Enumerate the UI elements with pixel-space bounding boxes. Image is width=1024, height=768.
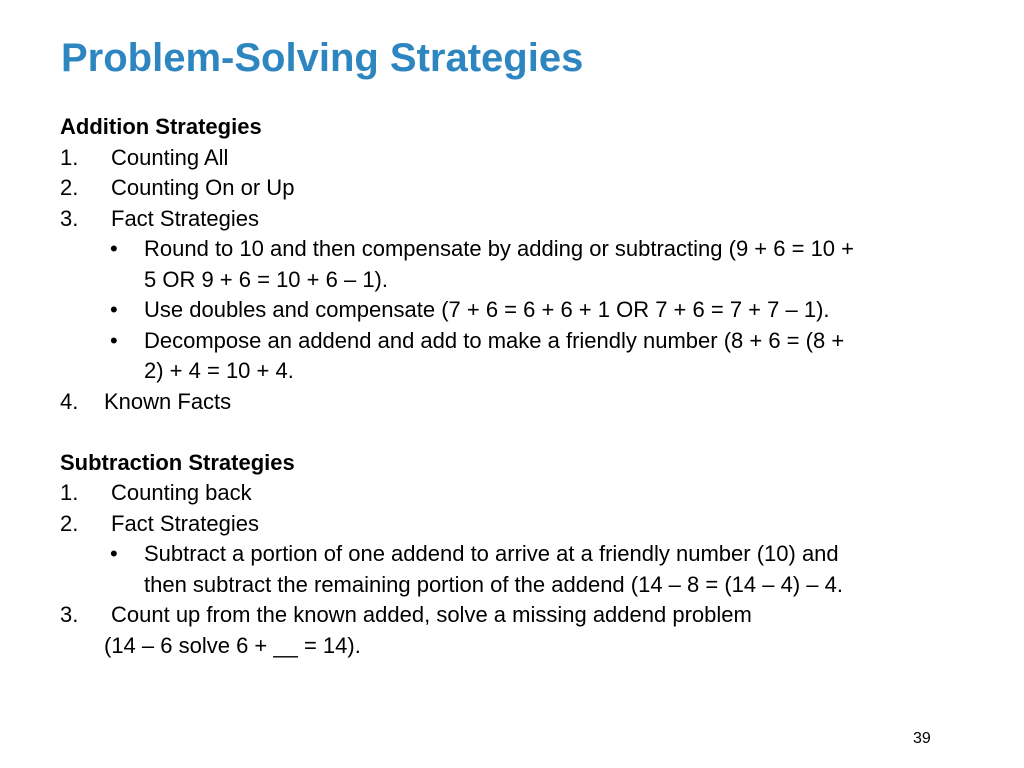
list-number: 2. xyxy=(60,175,79,200)
slide-title: Problem-Solving Strategies xyxy=(61,36,584,80)
list-item-text-continued: (14 – 6 solve 6 + __ = 14). xyxy=(104,632,361,658)
bullet-text: Subtract a portion of one addend to arrive at a friendly number (10) and xyxy=(144,541,839,566)
page-number: 39 xyxy=(913,730,931,747)
bullet-icon: • xyxy=(110,297,118,322)
bullet-text: Use doubles and compensate (7 + 6 = 6 + 6 + 1 OR 7 + 6 = 7 + 7 – 1). xyxy=(144,297,830,322)
list-item-text: Fact Strategies xyxy=(111,510,259,536)
subtraction-item-3-continued xyxy=(60,631,980,662)
list-item-text: Counting back xyxy=(111,480,252,505)
subtraction-bullet-1-continued xyxy=(60,570,980,601)
list-number: 3. xyxy=(60,602,79,627)
bullet-icon: • xyxy=(110,541,118,566)
subtraction-bullet-1 xyxy=(60,539,980,570)
bullet-icon: • xyxy=(110,236,118,261)
list-number: 2. xyxy=(60,510,79,536)
subtraction-item-1 xyxy=(60,478,980,509)
list-number: 1. xyxy=(60,144,79,170)
addition-item-4 xyxy=(60,387,980,418)
list-item-text: Count up from the known added, solve a missing addend problem xyxy=(111,602,752,627)
list-item-text: Counting All xyxy=(111,144,229,170)
bullet-text: Decompose an addend and add to make a friendly number (8 + 6 = (8 + xyxy=(144,327,845,353)
addition-item-1 xyxy=(60,143,980,174)
bullet-text-continued: 2) + 4 = 10 + 4. xyxy=(144,358,294,383)
subtraction-item-2 xyxy=(60,509,980,540)
list-number: 4. xyxy=(60,388,79,414)
addition-bullet-3-continued xyxy=(60,356,980,387)
slide-body xyxy=(60,112,980,661)
list-item-text: Known Facts xyxy=(104,388,232,414)
list-item-text: Fact Strategies xyxy=(111,205,259,231)
addition-item-2 xyxy=(60,173,980,204)
addition-item-3 xyxy=(60,204,980,235)
addition-heading: Addition Strategies xyxy=(60,114,262,139)
bullet-text: Round to 10 and then compensate by adding or subtracting (9 + 6 = 10 + xyxy=(144,236,854,261)
subtraction-heading: Subtraction Strategies xyxy=(60,449,295,475)
bullet-icon: • xyxy=(110,327,118,353)
list-number: 1. xyxy=(60,480,79,505)
subtraction-item-3 xyxy=(60,600,980,631)
addition-bullet-2 xyxy=(60,295,980,326)
list-number: 3. xyxy=(60,205,79,231)
bullet-text-continued: then subtract the remaining portion of the addend (14 – 8 = (14 – 4) – 4. xyxy=(144,571,843,597)
addition-bullet-1 xyxy=(60,234,980,265)
addition-bullet-3 xyxy=(60,326,980,357)
addition-bullet-1-continued xyxy=(60,265,980,296)
bullet-text-continued: 5 OR 9 + 6 = 10 + 6 – 1). xyxy=(144,266,388,292)
section-spacer xyxy=(60,417,980,448)
list-item-text: Counting On or Up xyxy=(111,175,295,200)
